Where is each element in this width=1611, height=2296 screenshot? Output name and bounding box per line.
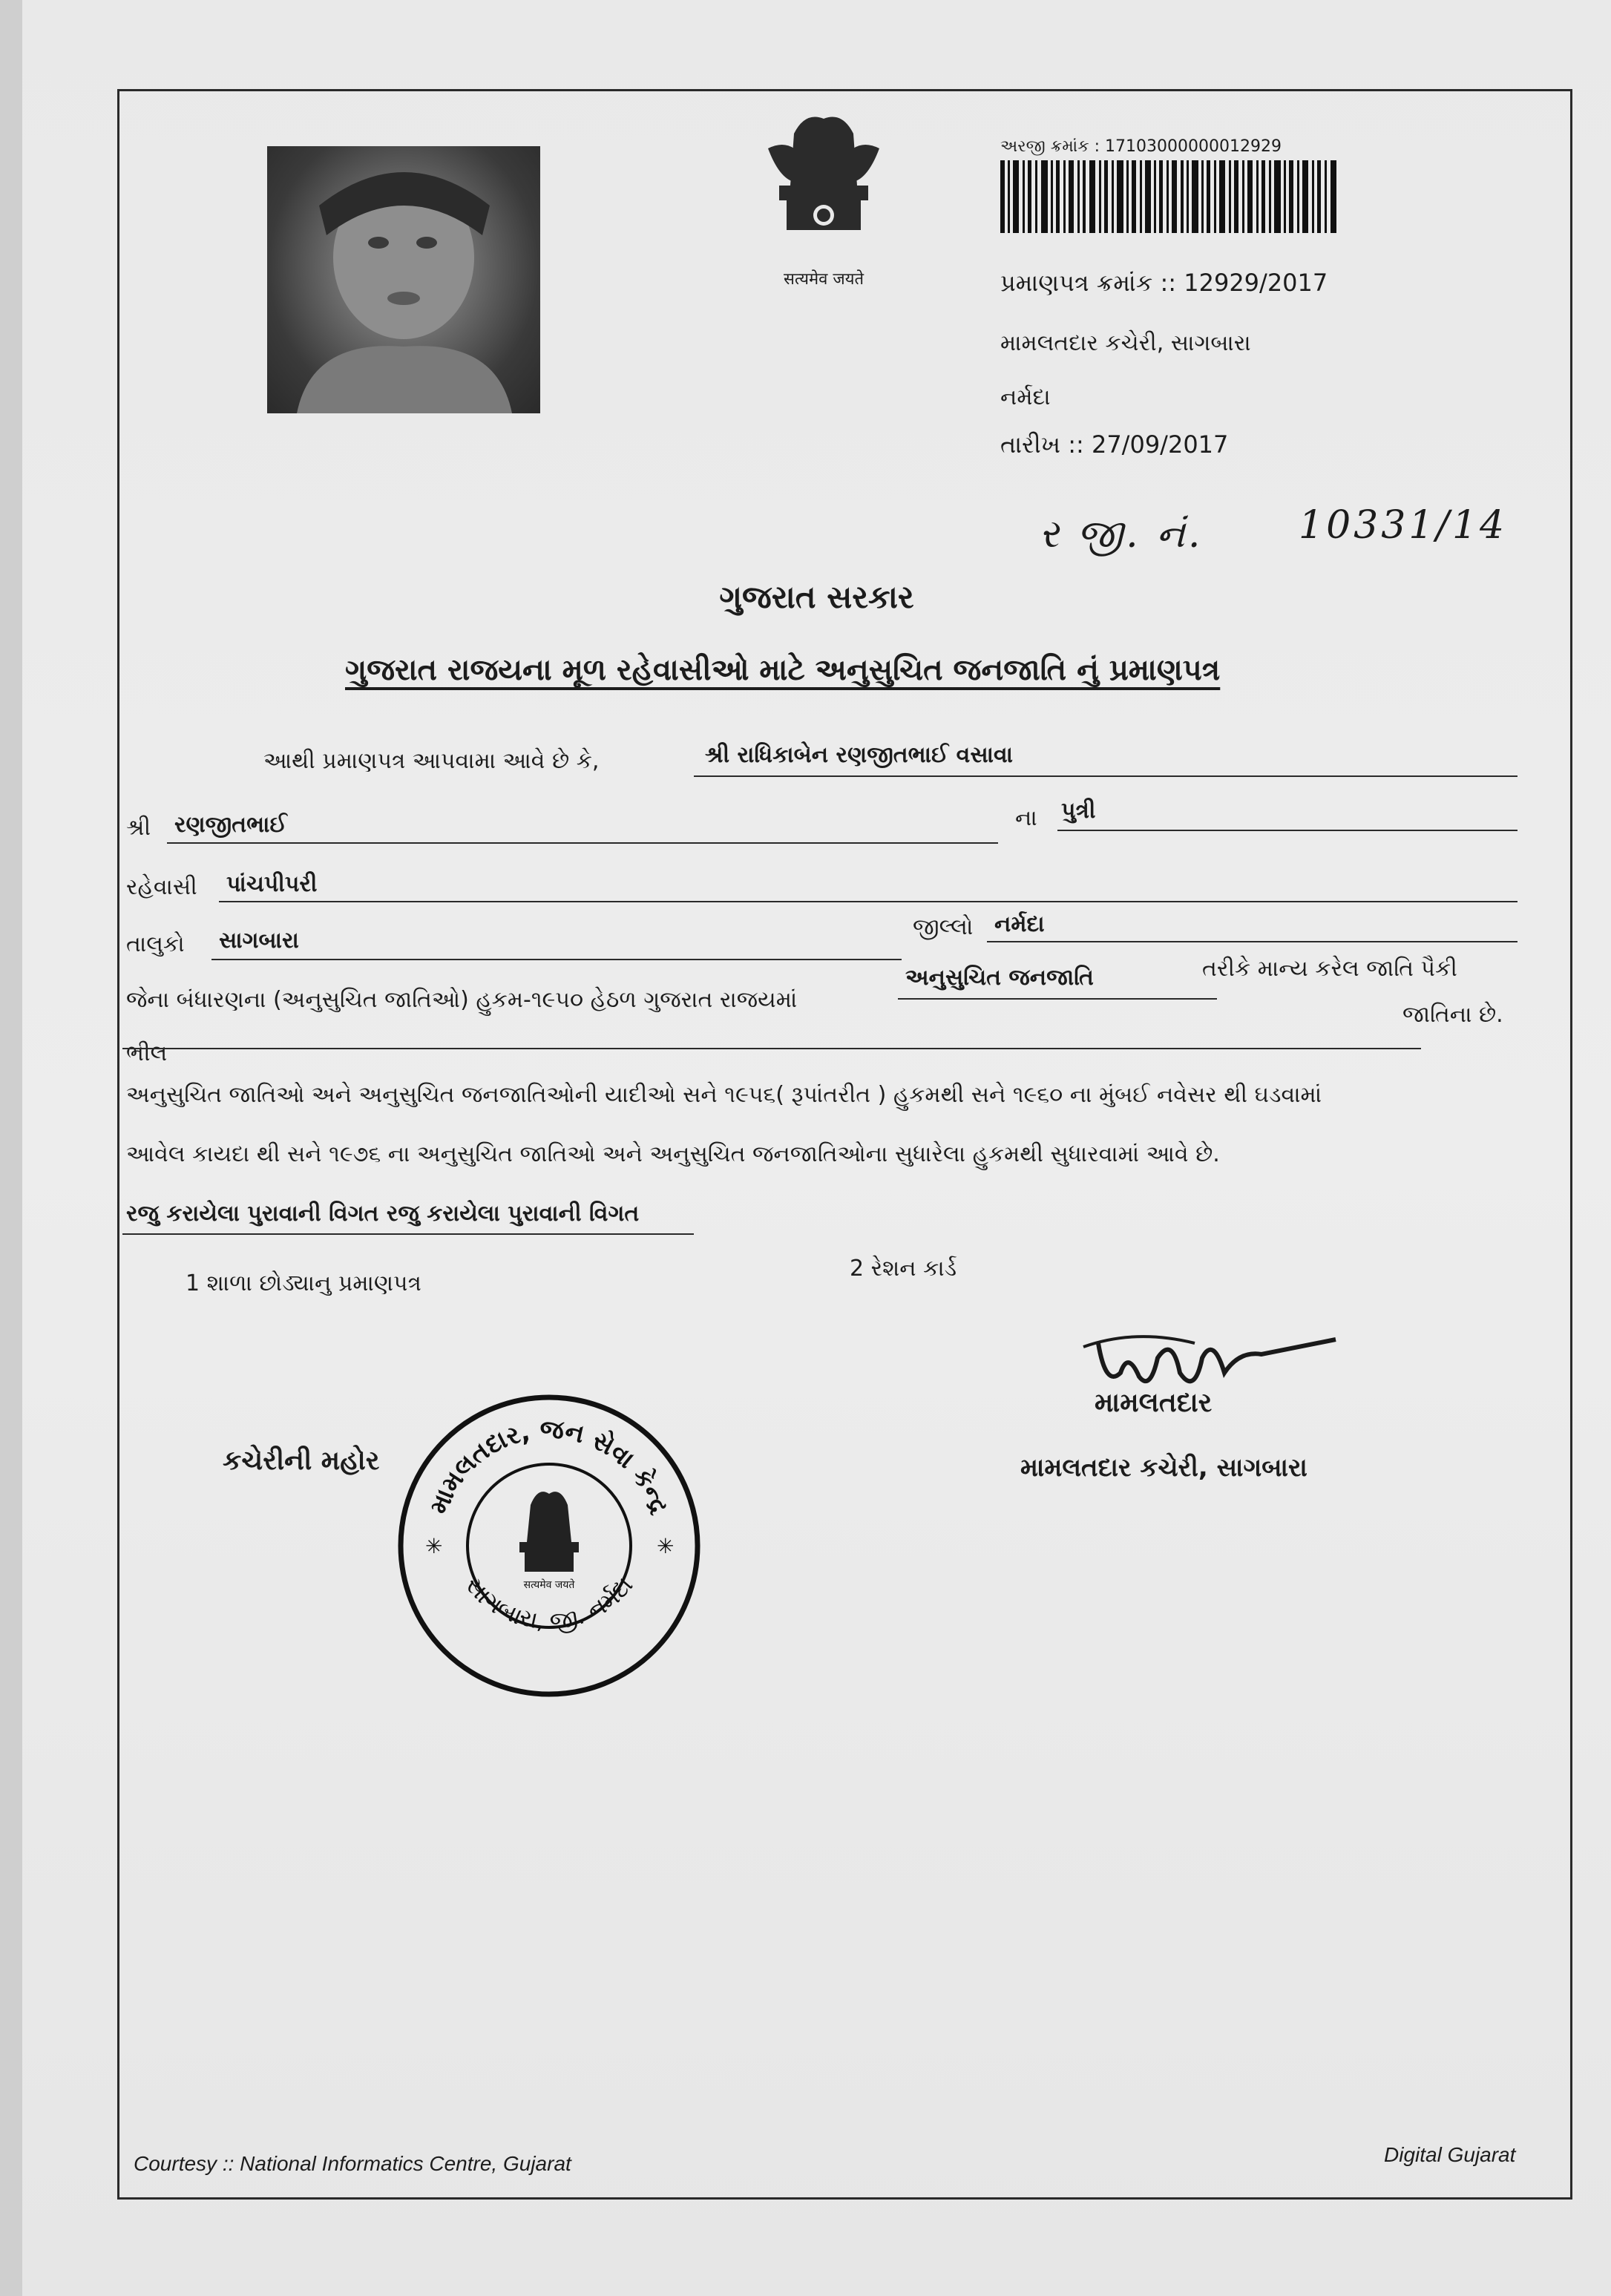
office-seal-stamp [397,1394,701,1698]
caste-line [122,1048,1421,1049]
holder-name: શ્રી રાધિકાબેન રણજીતભાઈ વસાવા [705,742,1014,768]
government-title: ગુજરાત સરકાર [719,579,914,615]
evidence-item-1: 1 શાળા છોડ્યાનુ પ્રમાણપત્ર [186,1270,421,1296]
handwritten-number: 10331/14 [1299,503,1508,548]
issuing-district: નર્મદા [1000,384,1051,410]
relation-line [1057,830,1518,831]
na-label: ના [1015,805,1037,831]
signatory-office: મામલતદાર કચેરી, સાગબારા [1020,1453,1307,1483]
applicant-photo [267,146,540,413]
father-name: રણજીતભાઈ [174,812,287,838]
district-label: જીલ્લો [913,914,974,940]
residence-value: પાંચપીપરી [226,871,318,897]
national-emblem-icon [753,104,894,289]
residence-label: રહેવાસી [126,874,197,900]
footer-courtesy: Courtesy :: National Informatics Centre, Gujarat [134,2152,571,2175]
document-page [22,0,1611,2296]
emblem-motto: सत्यमेव जयते [783,270,864,289]
recognized-text: તરીકે માન્ય કરેલ જાતિ પૈકી [1202,956,1457,982]
constitution-text: જેના બંધારણના (અનુસુચિત જાતિઓ) હુકમ-૧૯૫૦ હેઠળ ગુજરાત રાજયમાં [126,987,798,1013]
evidence-heading: રજુ કરાયેલા પુરાવાની વિગત રજુ કરાયેલા પુરાવાની વિગત [126,1201,640,1227]
handwritten-reference: ર જી. નં. [1039,512,1204,557]
residence-line [219,901,1518,902]
taluka-value: સાગબારા [219,928,299,954]
issuing-office: મામલતદાર કચેરી, સાગબારા [1000,330,1251,356]
barcode [1000,160,1338,233]
relation-value: પુત્રી [1061,798,1096,824]
signatory-designation: મામલતદાર [1095,1388,1213,1418]
application-number: અરજી ક્રમાંક : 17103000000012929 [1000,137,1282,156]
shri-label: શ્રી [126,815,151,841]
svg-text:સાગબારા, જી. નર્મદા: સાગબારા, જી. નર્મદા [459,1570,639,1636]
svg-text:મામલતદાર, જન સેવા કેન્દ્ર: મામલતદાર, જન સેવા કેન્દ્ર [424,1414,675,1518]
legal-paragraph-2: આવેલ કાયદા થી સને ૧૯૭૬ ના અનુસુચિત જાતિઓ અને અનુસુચિત જનજાતિઓના સુધારેલા હુકમથી સુધારવામાં આવે છે. [126,1141,1220,1167]
caste-suffix: જાતિના છે. [1402,1002,1503,1028]
district-line [987,941,1518,942]
holder-name-line [694,775,1518,777]
footer-brand: Digital Gujarat [1384,2143,1516,2166]
father-name-line [167,842,998,844]
evidence-item-2: 2 રેશન કાર્ડ [850,1256,957,1282]
issue-date: તારીખ :: 27/09/2017 [1000,430,1229,459]
category-line [898,998,1217,1000]
taluka-label: તાલુકો [126,931,185,957]
evidence-heading-underline [122,1233,694,1235]
legal-paragraph-1: અનુસુચિત જાતિઓ અને અનુસુચિત જનજાતિઓની યાદીઓ સને ૧૯૫૬( રૂપાંતરીત ) હુકમથી સને ૧૯૬૦ ના મુંબઈ નવેસર થી ઘડવામાં [126,1082,1322,1108]
caste-value: ભીલ [126,1040,168,1066]
taluka-line [211,959,902,960]
intro-text: આથી પ્રમાણપત્ર આપવામા આવે છે કે, [263,748,600,774]
svg-text:✳: ✳ [657,1534,675,1558]
category-value: અનુસુચિત જનજાતિ [905,965,1094,991]
svg-text:✳: ✳ [425,1534,443,1558]
svg-text:सत्यमेव जयते: सत्यमेव जयते [523,1579,575,1591]
district-value: નર્મદા [994,911,1045,937]
certificate-title: ગુજરાત રાજયના મૂળ રહેવાસીઓ માટે અનુસુચિત જનજાતિ નું પ્રમાણપત્ર [345,653,1221,687]
certificate-number: પ્રમાણપત્ર ક્રમાંક :: 12929/2017 [1000,269,1328,297]
seal-label: કચેરીની મહોર [223,1446,380,1476]
